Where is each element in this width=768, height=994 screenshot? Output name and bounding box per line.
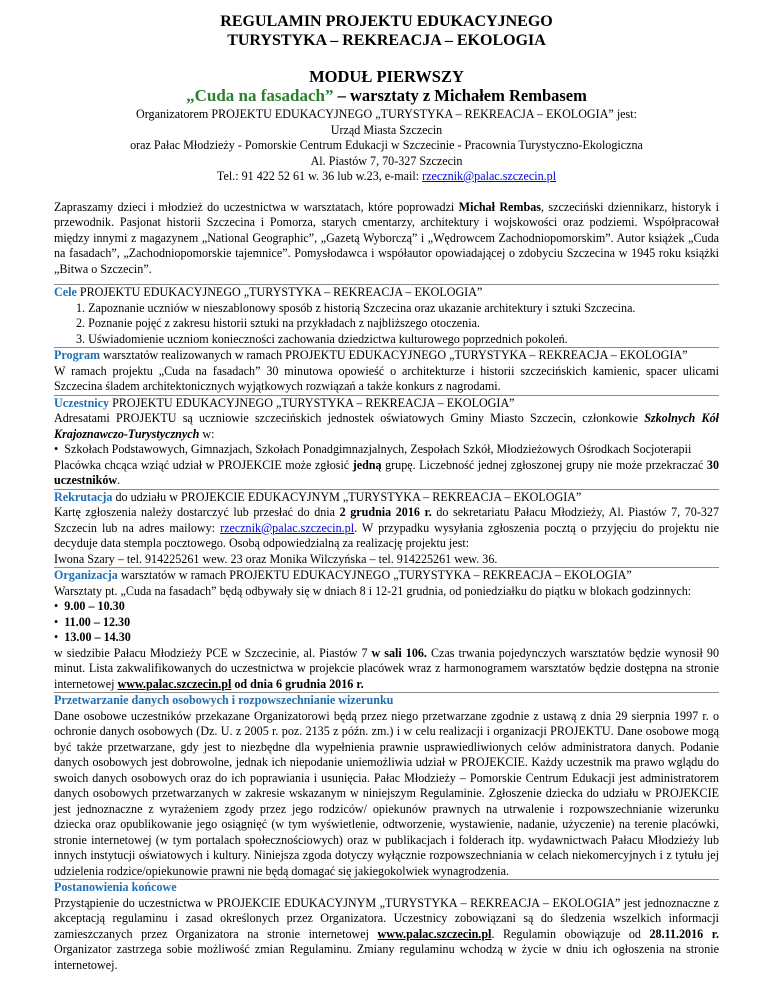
list-item: • 9.00 – 10.30	[54, 599, 125, 613]
workshop-title	[54, 86, 719, 105]
postanowienia-body: Przystąpienie do uczestnictwa w PROJEKCIE EDUKACYJNYM „TURYSTYKA – REKREACJA – EKOLOGIA” jest jednoznaczne z akceptacją regulaminu i zasad określonych przez Organizatora. Uczestnicy zobowiązani są do śledzenia wszelkich informacji zamieszczanych przez Organizatora na stronie internetowej www.palac.szczecin.pl. Regulamin obowiązuje od 28.11.2016 r. Organizator zastrzega sobie możliwość zmian Regulaminu. Zmiany regulaminu wchodzą w życie w dniu ich ogłoszenia na stronie internetowej.	[54, 895, 719, 972]
section-program	[54, 348, 719, 395]
program-heading: Program warsztatów realizowanych w ramach PROJEKTU EDUKACYJNEGO „TURYSTYKA – REKREACJA – EKOLOGIA”	[54, 348, 688, 362]
organizer-line: Urząd Miasta Szczecin	[330, 122, 443, 137]
organizer-phone: Tel.: 91 422 52 61 w. 36 lub w.23, e-mail:	[216, 169, 423, 183]
organizer-line: oraz Pałac Młodzieży - Pomorskie Centrum Edukacji w Szczecinie - Pracownia Turystyczno-Ekologiczna	[130, 138, 643, 152]
website-link[interactable]: www.palac.szczecin.pl	[377, 926, 492, 941]
cele-heading: Cele PROJEKTU EDUKACYJNEGO „TURYSTYKA – REKREACJA – EKOLOGIA”	[54, 285, 483, 299]
intro-paragraph: Zapraszamy dzieci i młodzież do uczestnictwa w warsztatach, które poprowadzi Michał Rembas, szczeciński dziennikarz, historyk i przewodnik. Pasjonat historii Szczecina i Pomorza, starych cmentarzy, architektury i wojskowości oraz podziemi. Współpracował między innymi z magazynem „National Geographic”, „Gazetą Wyborczą” i „Wędrowcem Zachodniopomorskim”. Autor książek „Cuda na fasadach”, „Zachodniopomorskie tajemnice”. Pomysłodawca i współautor opowiadającej o zdobyciu Szczecina w 1945 roku książki „Bitwa o Szczecin”.	[54, 199, 719, 276]
doc-title-line1: REGULAMIN PROJEKTU EDUKACYJNEGO	[220, 13, 553, 30]
organizer-block	[54, 107, 719, 185]
section-rekrutacja	[54, 490, 719, 568]
organizacja-heading: Organizacja warsztatów w ramach PROJEKTU EDUKACYJNEGO „TURYSTYKA – REKREACJA – EKOLOGIA”	[54, 568, 632, 582]
list-item: • 11.00 – 12.30	[54, 614, 131, 629]
uczestnicy-note: Placówka chcąca wziąć udział w PROJEKCIE może zgłosić jedną grupę. Liczebność jednej zgłoszonej grupy nie może przekraczać 30 uczestników.	[54, 457, 719, 487]
instructor-name: Michał Rembas	[458, 199, 541, 214]
organizacja-details: w siedzibie Pałacu Młodzieży PCE w Szczecinie, al. Piastów 7 w sali 106. Czas trwania pojedynczych warsztatów będzie wynosił 90 minut. Lista zakwalifikowanych do uczestnictwa w projekcie placówek wraz z harmonogramem warsztatów będzie dostępna na stronie internetowej www.palac.szczecin.pl od dnia 6 grudnia 2016 r.	[54, 645, 719, 691]
workshop-name: „Cuda na fasadach”	[186, 86, 334, 105]
dane-heading: Przetwarzanie danych osobowych i rozpowszechnianie wizerunku	[54, 693, 394, 707]
rekrutacja-body: Kartę zgłoszenia należy dostarczyć lub przesłać do dnia 2 grudnia 2016 r. do sekretariatu Pałacu Młodzieży, Al. Piastów 7, 70-327 Szczecin lub na adres mailowy: rzecznik@palac.szczecin.pl. W przypadku wysyłania zgłoszenia pocztą o przyjęciu do projektu nie decyduje data stempla pocztowego. Osobą odpowiedzialną za realizację projektu jest:	[54, 505, 720, 550]
rekrutacja-heading: Rekrutacja do udziału w PROJEKCIE EDUKACYJNYM „TURYSTYKA – REKREACJA – EKOLOGIA”	[54, 489, 582, 504]
dane-body: Dane osobowe uczestników przekazane Organizatorowi będą przez niego przetwarzane zgodnie z ustawą z dnia 29 sierpnia 1997 r. o ochronie danych osobowych (Dz. U. z 2005 r. poz. 2135 z późn. zm.) i w celu realizacji i organizacji PROJEKTU. Dane osobowe mogą być także przetwarzane, gdy jest to niezbędne dla wypełnienia prawnie usprawiedliwionych celów administratora danych. Podanie danych osobowych jest dobrowolne, jednak ich niepodanie uniemożliwia udział w PROJEKCIE. Każdy uczestnik ma prawo wglądu do swoich danych osobowych oraz do ich poprawiania i usunięcia. Pałac Młodzieży – Pomorskie Centrum Edukacji jest administratorem danych osobowych przetwarzanych w zakresie wskazanym w niniejszym Regulaminie. Zgłoszenie dziecka do udziału w PROJEKCIE jest jednoznaczne z wyrażeniem zgody przez jego rodziców/ opiekunów prawnych na utrwalenie i rozpowszechnianie wizerunku dziecka oraz opublikowanie jego osiągnięć (w tym wyświetlenie, odtworzenie, wystawienie, nadanie, użyczenie) na terenie placówki, stronie internetowej (w tym portalach społecznościowych) oraz w publikacjach i folderach itp. wydawnictwach Pałacu Młodzieży lub innych instytucji oświatowych i kultury. Niniejsza zgoda dotyczy wyłącznie rozpowszechniania w celach niekomercyjnych i z tytułu jej udzielenia rodzice/opiekunowie prawni nie będą domagać się jakiegokolwiek wynagrodzenia.	[54, 708, 719, 878]
list-item: • 13.00 – 14.30	[54, 630, 131, 644]
list-item: 2. Poznanie pojęć z zakresu historii sztuki na przykładach z najbliższego otoczenia.	[76, 316, 480, 330]
organizer-line: Organizatorem PROJEKTU EDUKACYJNEGO „TURYSTYKA – REKREACJA – EKOLOGIA” jest:	[136, 107, 637, 121]
organizer-contact	[54, 169, 719, 185]
cele-list	[54, 301, 719, 348]
uczestnicy-body: Adresatami PROJEKTU są uczniowie szczecińskich jednostek oświatowych Gminy Miasto Szczecin, członkowie Szkolnych Kół Krajoznawczo-Turystycznych w:	[54, 411, 719, 441]
postanowienia-heading: Postanowienia końcowe	[54, 880, 177, 894]
organizer-address: Al. Piastów 7, 70-327 Szczecin	[310, 153, 463, 168]
list-item: 3. Uświadomienie uczniom konieczności zachowania dziedzictwa kulturowego poprzednich pokoleń.	[76, 331, 568, 346]
module-title: MODUŁ PIERWSZY	[309, 67, 464, 86]
rekrutacja-contacts: Iwona Szary – tel. 914225261 wew. 23 oraz Monika Wilczyńska – tel. 914225261 wew. 36.	[54, 551, 498, 566]
program-body: W ramach projektu „Cuda na fasadach” 30 minutowa opowieść o architekturze i historii szczecińskich kamienic, spacer ulicami Szczecina śladem architektonicznych wyjątkowych rozwiązań a także konkurs z nagrodami.	[54, 363, 719, 393]
organizer-email-link[interactable]: rzecznik@palac.szczecin.pl	[422, 169, 557, 183]
list-item: • Szkołach Podstawowych, Gimnazjach, Szkołach Ponadgimnazjalnych, Zespołach Szkół, Młodzieżowych Ośrodkach Socjoterapii	[54, 442, 692, 456]
doc-title-line2: TURYSTYKA – REKREACJA – EKOLOGIA	[227, 32, 546, 49]
document-page	[54, 8, 719, 973]
bullet-icon: •	[54, 630, 65, 644]
section-uczestnicy	[54, 396, 719, 489]
list-item: 1. Zapoznanie uczniów w nieszablonowy sposób z historią Szczecina oraz ukazanie architektury i sztuki Szczecina.	[76, 300, 636, 315]
section-postanowienia	[54, 880, 719, 973]
rekrutacja-email-link[interactable]: rzecznik@palac.szczecin.pl	[220, 520, 355, 535]
bullet-icon: •	[54, 599, 65, 613]
section-dane	[54, 693, 719, 879]
organizacja-body: Warsztaty pt. „Cuda na fasadach” będą odbywały się w dniach 8 i 12-21 grudnia, od poniedziałku do piątku w blokach godzinnych:	[54, 583, 692, 598]
bullet-icon: •	[54, 442, 65, 456]
website-link[interactable]: www.palac.szczecin.pl	[117, 676, 232, 691]
workshop-host: – warsztaty z Michałem Rembasem	[333, 86, 587, 105]
section-cele	[54, 285, 719, 347]
uczestnicy-heading: Uczestnicy PROJEKTU EDUKACYJNEGO „TURYSTYKA – REKREACJA – EKOLOGIA”	[54, 395, 515, 410]
bullet-icon: •	[54, 614, 65, 629]
section-organizacja	[54, 568, 719, 692]
